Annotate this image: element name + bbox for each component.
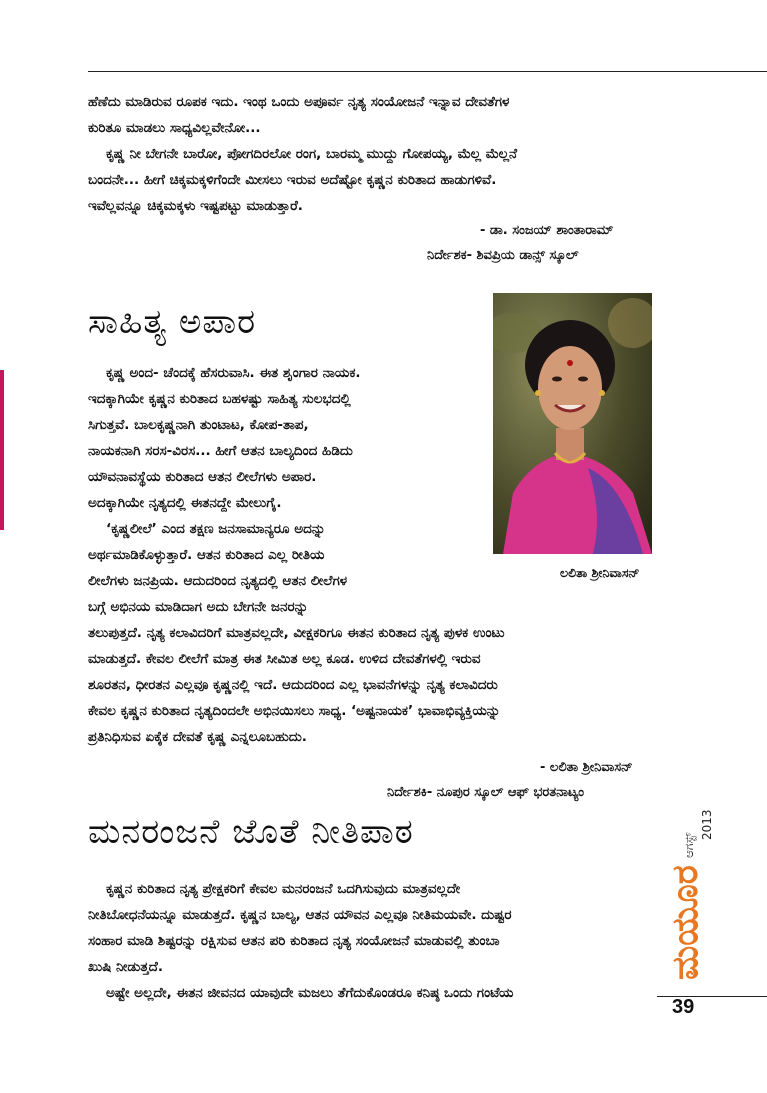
text-line: ಬಗ್ಗೆ ಅಭಿನಯ ಮಾಡಿದಾಗ ಅದು ಬೇಗನೇ ಜನರನ್ನು — [88, 599, 309, 615]
text-line: ಹೆಣೆದು ಮಾಡಿರುವ ರೂಪಕ ಇದು. ಇಂಥ ಒಂದು ಅಪೂರ್ವ ನೃತ್ಯ ಸಂಯೋಜನೆ ಇನ್ನಾವ ದೇವತೆಗಳ — [88, 94, 510, 110]
portrait-photo — [493, 293, 652, 554]
text-line: ಕೃಷ್ಣನ ಕುರಿತಾದ ನೃತ್ಯ ಪ್ರೇಕ್ಷಕರಿಗೆ ಕೇವಲ ಮನರಂಜನೆ ಒದಗಿಸುವುದು ಮಾತ್ರವಲ್ಲದೇ — [106, 881, 461, 897]
magazine-logo — [657, 862, 702, 982]
text-line: ಇದಕ್ಕಾಗಿಯೇ ಕೃಷ್ಣನ ಕುರಿತಾದ ಬಹಳಷ್ಟು ಸಾಹಿತ್ಯ ಸುಲಭದಲ್ಲಿ — [88, 391, 351, 407]
author-signature: - ಡಾ. ಸಂಜಯ್ ಶಾಂತಾರಾಮ್ — [480, 223, 614, 238]
text-line: ಕುರಿತೂ ಮಾಡಲು ಸಾಧ್ಯವಿಲ್ಲವೇನೋ... — [88, 120, 261, 136]
section2-text-narrow — [88, 360, 505, 750]
magazine-name: ಮಯೂರ — [665, 865, 702, 980]
text-line: ಅರ್ಥಮಾಡಿಕೊಳ್ಳುತ್ತಾರೆ. ಆತನ ಕುರಿತಾದ ಎಲ್ಲ ರೀತಿಯ — [88, 547, 325, 563]
text-line: ಪ್ರತಿನಿಧಿಸುವ ಏಕೈಕ ದೇವತೆ ಕೃಷ್ಣ ಎನ್ನಲೂಬಹುದು. — [88, 729, 307, 745]
author-title: ನಿರ್ದೇಶಕ- ಶಿವಪ್ರಿಯ ಡಾನ್ಸ್ ಸ್ಕೂಲ್ — [427, 248, 579, 263]
author-signature: - ಲಲಿತಾ ಶ್ರೀನಿವಾಸನ್ — [540, 760, 633, 775]
text-line: ಮಾಡುತ್ತದೆ. ಕೇವಲ ಲೀಲೆಗೆ ಮಾತ್ರ ಈತ ಸೀಮಿತ ಅಲ್ಲ ಕೂಡ. ಉಳಿದ ದೇವತೆಗಳಲ್ಲಿ ಇರುವ — [88, 651, 481, 667]
section3-text — [88, 876, 514, 1006]
issue-year: 2013 — [700, 809, 714, 840]
text-line: ಸಂಹಾರ ಮಾಡಿ ಶಿಷ್ಟರನ್ನು ರಕ್ಷಿಸುವ ಆತನ ಪರಿ ಕುರಿತಾದ ನೃತ್ಯ ಸಂಯೋಜನೆ ಮಾಡುವಲ್ಲಿ ತುಂಬಾ — [88, 933, 500, 949]
text-line: ಬಂದನೇ... ಹೀಗೆ ಚಿಕ್ಕಮಕ್ಕಳಿಗೆಂದೇ ಮೀಸಲು ಇರುವ ಅದೆಷ್ಟೋ ಕೃಷ್ಣನ ಕುರಿತಾದ ಹಾಡುಗಳಿವೆ. — [88, 172, 497, 188]
page-number: 39 — [672, 996, 695, 1018]
section-heading: ಮನರಂಜನೆ ಜೊತೆ ನೀತಿಪಾಠ — [88, 812, 414, 852]
text-line: ಖುಷಿ ನೀಡುತ್ತದೆ. — [88, 959, 163, 975]
text-line: ‘ಕೃಷ್ಣಲೀಲೆ’ ಎಂದ ತಕ್ಷಣ ಜನಸಾಮಾನ್ಯರೂ ಅದನ್ನು — [106, 521, 326, 537]
text-line: ಕೃಷ್ಣ ನೀ ಬೇಗನೇ ಬಾರೋ, ಪೋಗದಿರಲೋ ರಂಗ, ಬಾರಮ್ಮ ಮುದ್ದು ಗೋಪಯ್ಯ, ಮೆಲ್ಲ ಮೆಲ್ಲನೆ — [106, 146, 518, 162]
text-line: ಅದಕ್ಕಾಗಿಯೇ ನೃತ್ಯದಲ್ಲಿ ಈತನದ್ದೇ ಮೇಲುಗೈ. — [88, 495, 282, 511]
text-line: ಅಷ್ಟೇ ಅಲ್ಲದೇ, ಈತನ ಜೀವನದ ಯಾವುದೇ ಮಜಲು ತೆಗೆದುಕೊಂಡರೂ ಕನಿಷ್ಠ ಒಂದು ಗಂಟೆಯ — [106, 985, 514, 1001]
photo-caption: ಲಲಿತಾ ಶ್ರೀನಿವಾಸನ್ — [560, 565, 640, 580]
text-line: ಕೇವಲ ಕೃಷ್ಣನ ಕುರಿತಾದ ನೃತ್ಯದಿಂದಲೇ ಅಭಿನಯಿಸಲು ಸಾಧ್ಯ. ‘ಅಷ್ಟನಾಯಕ’ ಭಾವಾಭಿವ್ಯಕ್ತಿಯನ್ನು — [88, 703, 501, 719]
text-line: ತಲುಪುತ್ತದೆ. ನೃತ್ಯ ಕಲಾವಿದರಿಗೆ ಮಾತ್ರವಲ್ಲದೇ, ವೀಕ್ಷಕರಿಗೂ ಈತನ ಕುರಿತಾದ ನೃತ್ಯ ಪುಳಕ ಉಂಟು — [88, 625, 505, 641]
author-title: ನಿರ್ದೇಶಕಿ- ನೂಪುರ ಸ್ಕೂಲ್ ಆಫ್ ಭರತನಾಟ್ಯಂ — [387, 785, 585, 800]
text-line: ಶೂರತನ, ಧೀರತನ ಎಲ್ಲವೂ ಕೃಷ್ಣನಲ್ಲಿ ಇದೆ. ಆದುದರಿಂದ ಎಲ್ಲ ಭಾವನೆಗಳನ್ನು ನೃತ್ಯ ಕಲಾವಿದರು — [88, 677, 498, 693]
section1-text — [88, 89, 517, 219]
text-line: ಯೌವನಾವಸ್ಥೆಯ ಕುರಿತಾದ ಆತನ ಲೀಲೆಗಳು ಅಪಾರ. — [88, 469, 317, 485]
issue-month: ಆಗಸ್ಟ್ — [682, 832, 696, 858]
top-rule — [88, 71, 767, 72]
text-line: ಇವೆಲ್ಲವನ್ನೂ ಚಿಕ್ಕಮಕ್ಕಳು ಇಷ್ಟಪಟ್ಟು ಮಾಡುತ್ತಾರೆ. — [88, 198, 303, 214]
text-line: ಕೃಷ್ಣ ಅಂದ- ಚೆಂದಕ್ಕೆ ಹೆಸರುವಾಸಿ. ಈತ ಶೃಂಗಾರ ನಾಯಕ. — [106, 365, 361, 381]
section-heading: ಸಾಹಿತ್ಯ ಅಪಾರ — [88, 302, 257, 342]
text-line: ನಾಯಕನಾಗಿ ಸರಸ-ವಿರಸ... ಹೀಗೆ ಆತನ ಬಾಲ್ಯದಿಂದ ಹಿಡಿದು — [88, 443, 353, 459]
text-line: ನೀತಿಬೋಧನೆಯನ್ನೂ ಮಾಡುತ್ತದೆ. ಕೃಷ್ಣನ ಬಾಲ್ಯ, ಆತನ ಯೌವನ ಎಲ್ಲವೂ ನೀತಿಮಯವೇ. ದುಷ್ಟರ — [88, 907, 512, 923]
text-line: ಲೀಲೆಗಳು ಜನಪ್ರಿಯ. ಆದುದರಿಂದ ನೃತ್ಯದಲ್ಲಿ ಆತನ ಲೀಲೆಗಳ — [88, 573, 348, 589]
page-edge-marker — [0, 370, 4, 530]
text-line: ಸಿಗುತ್ತವೆ. ಬಾಲಕೃಷ್ಣನಾಗಿ ತುಂಟಾಟ, ಕೋಪ-ತಾಪ, — [88, 417, 309, 433]
